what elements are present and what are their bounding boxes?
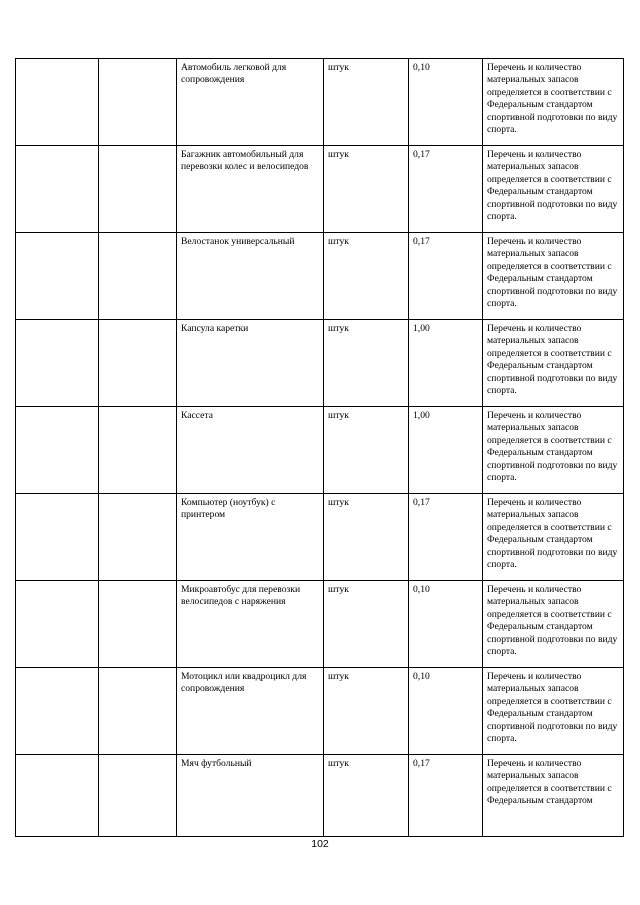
table-row xyxy=(16,755,624,837)
page-number: 102 xyxy=(311,838,329,850)
item-name-cell: Велостанок универсальный xyxy=(177,233,324,320)
note-cell xyxy=(483,494,624,581)
section-cell xyxy=(16,668,99,755)
item-name-cell: Автомобиль легковой для сопровождения xyxy=(177,59,324,146)
quantity-cell: 0,17 xyxy=(409,146,483,233)
group-cell xyxy=(99,494,177,581)
group-cell xyxy=(99,146,177,233)
quantity-cell: 0,17 xyxy=(409,494,483,581)
quantity-cell: 0,17 xyxy=(409,755,483,837)
note-cell xyxy=(483,407,624,494)
note-text: Перечень и количество материальных запасов определяется в соответствии с Федеральным стандартом xyxy=(487,758,612,807)
group-cell xyxy=(99,320,177,407)
quantity-cell: 0,17 xyxy=(409,233,483,320)
note-cell xyxy=(483,146,624,233)
section-cell xyxy=(16,755,99,837)
table-row xyxy=(16,146,624,233)
quantity-cell: 0,10 xyxy=(409,668,483,755)
unit-cell: штук xyxy=(324,581,409,668)
section-cell xyxy=(16,407,99,494)
section-cell xyxy=(16,233,99,320)
item-name-cell: Мотоцикл или квадроцикл для сопровождения xyxy=(177,668,324,755)
group-cell xyxy=(99,59,177,146)
note-cell xyxy=(483,233,624,320)
item-name-cell: Багажник автомобильный для перевозки колес и велосипедов xyxy=(177,146,324,233)
unit-cell: штук xyxy=(324,407,409,494)
note-text: Перечень и количество материальных запасов определяется в соответствии с Федеральным стандартом спортивной подготовки по виду спорта. xyxy=(487,497,618,571)
item-name-cell: Микроавтобус для перевозки велосипедов с наряжения xyxy=(177,581,324,668)
note-text: Перечень и количество материальных запасов определяется в соответствии с Федеральным стандартом спортивной подготовки по виду спорта. xyxy=(487,671,618,745)
equipment-table xyxy=(15,58,624,837)
note-text: Перечень и количество материальных запасов определяется в соответствии с Федеральным стандартом спортивной подготовки по виду спорта. xyxy=(487,410,618,484)
table-row xyxy=(16,668,624,755)
table-row xyxy=(16,407,624,494)
quantity-cell: 1,00 xyxy=(409,320,483,407)
unit-cell: штук xyxy=(324,320,409,407)
group-cell xyxy=(99,581,177,668)
quantity-cell: 1,00 xyxy=(409,407,483,494)
note-text: Перечень и количество материальных запасов определяется в соответствии с Федеральным стандартом спортивной подготовки по виду спорта. xyxy=(487,584,618,658)
quantity-cell: 0,10 xyxy=(409,59,483,146)
unit-cell: штук xyxy=(324,494,409,581)
table-row xyxy=(16,494,624,581)
note-text: Перечень и количество материальных запасов определяется в соответствии с Федеральным стандартом спортивной подготовки по виду спорта. xyxy=(487,323,618,397)
item-name-cell: Капсула каретки xyxy=(177,320,324,407)
unit-cell: штук xyxy=(324,59,409,146)
note-cell xyxy=(483,59,624,146)
section-cell xyxy=(16,494,99,581)
item-name-cell: Кассета xyxy=(177,407,324,494)
table-row xyxy=(16,581,624,668)
note-cell xyxy=(483,755,624,837)
unit-cell: штук xyxy=(324,233,409,320)
note-text: Перечень и количество материальных запасов определяется в соответствии с Федеральным стандартом спортивной подготовки по виду спорта. xyxy=(487,149,618,223)
group-cell xyxy=(99,407,177,494)
note-cell xyxy=(483,668,624,755)
section-cell xyxy=(16,59,99,146)
table-row xyxy=(16,59,624,146)
note-cell xyxy=(483,581,624,668)
unit-cell: штук xyxy=(324,668,409,755)
item-name-cell: Компьютер (ноутбук) с принтером xyxy=(177,494,324,581)
item-name-cell: Мяч футбольный xyxy=(177,755,324,837)
group-cell xyxy=(99,668,177,755)
group-cell xyxy=(99,755,177,837)
table-row xyxy=(16,233,624,320)
unit-cell: штук xyxy=(324,755,409,837)
unit-cell: штук xyxy=(324,146,409,233)
quantity-cell: 0,10 xyxy=(409,581,483,668)
table-row xyxy=(16,320,624,407)
section-cell xyxy=(16,320,99,407)
note-text: Перечень и количество материальных запасов определяется в соответствии с Федеральным стандартом спортивной подготовки по виду спорта. xyxy=(487,62,618,136)
note-cell xyxy=(483,320,624,407)
group-cell xyxy=(99,233,177,320)
section-cell xyxy=(16,581,99,668)
note-text: Перечень и количество материальных запасов определяется в соответствии с Федеральным стандартом спортивной подготовки по виду спорта. xyxy=(487,236,618,310)
section-cell xyxy=(16,146,99,233)
